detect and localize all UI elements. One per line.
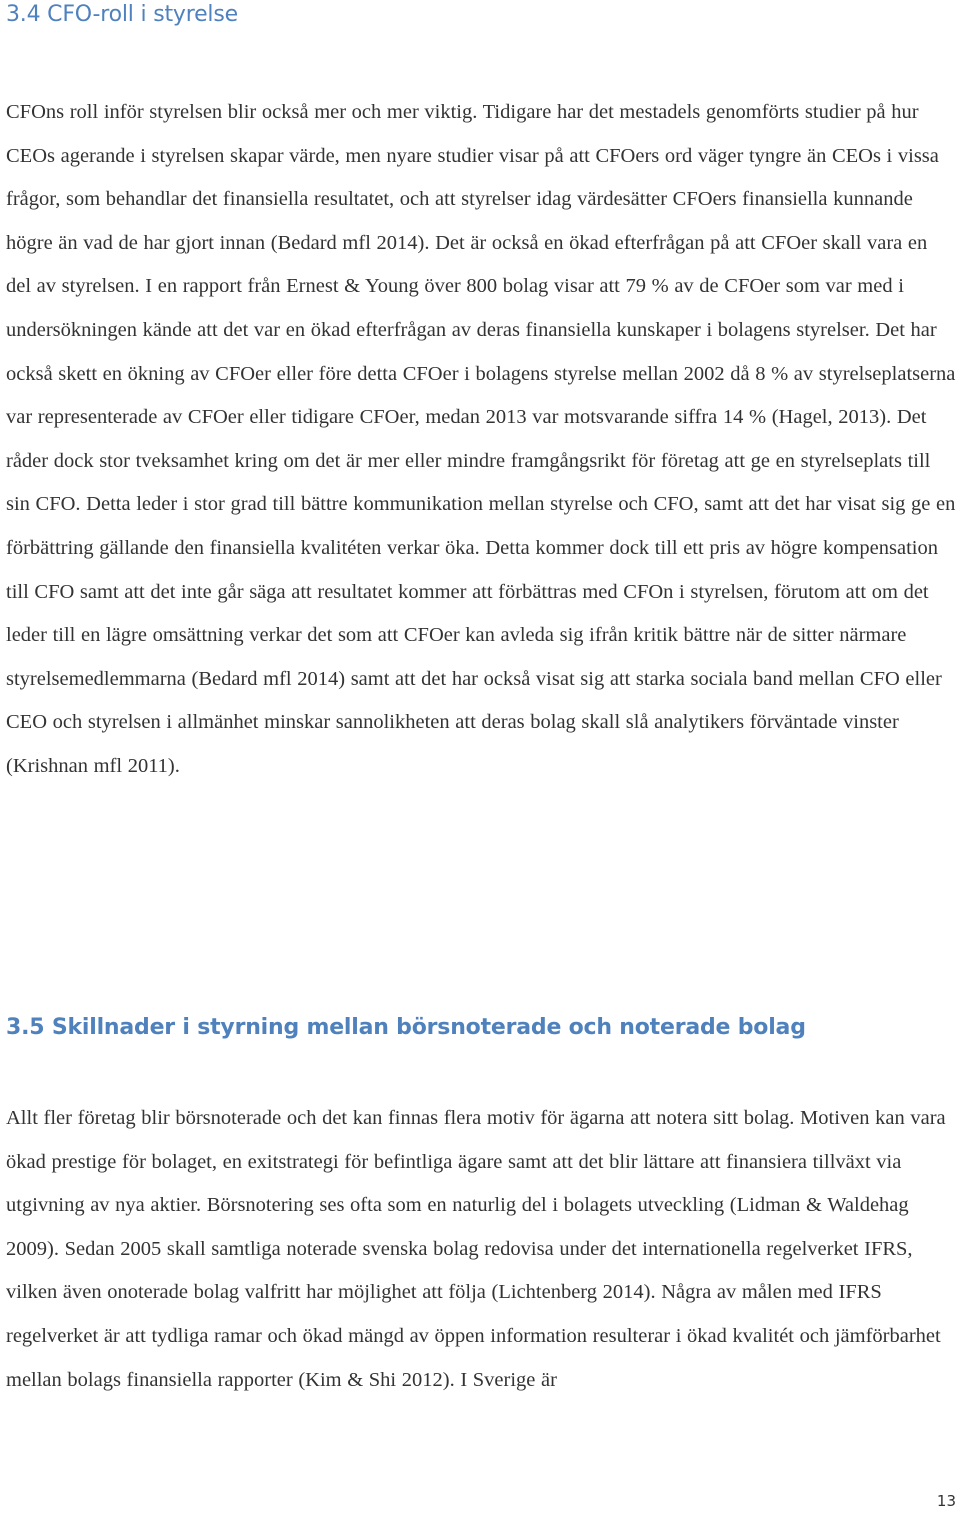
section-heading-3-4: 3.4 CFO-roll i styrelse: [6, 2, 238, 27]
page-number: 13: [936, 1492, 956, 1510]
section-paragraph-3-4: CFOns roll inför styrelsen blir också mer och mer viktig. Tidigare har det mestadels genomförts studier på hur CEOs agerande i styrelsen skapar värde, men nyare studier visar på att CFOers ord väger tyngre än CEOs i vissa frågor, som behandlar det finansiella resultatet, och att styrelser idag värdesätter CFOers finansiella kunnande högre än vad de har gjort innan (Bedard mfl 2014). Det är också en ökad efterfrågan på att CFOer skall vara en del av styrelsen. I en rapport från Ernest & Young över 800 bolag visar att 79 % av de CFOer som var med i undersökningen kände att det var en ökad efterfrågan av deras finansiella kunskaper i bolagens styrelser. Det har också skett en ökning av CFOer eller före detta CFOer i bolagens styrelse mellan 2002 då 8 % av styrelseplatserna var representerade av CFOer eller tidigare CFOer, medan 2013 var motsvarande siffra 14 % (Hagel, 2013). Det råder dock stor tveksamhet kring om det är mer eller mindre framgångsrikt för företag att ge en styrelseplats till sin CFO. Detta leder i stor grad till bättre kommunikation mellan styrelse och CFO, samt att det har visat sig ge en förbättring gällande den finansiella kvalitéten verkar öka. Detta kommer dock till ett pris av högre kompensation till CFO samt att det inte går säga att resultatet kommer att förbättras med CFOn i styrelsen, förutom att om det leder till en lägre omsättning verkar det som att CFOer kan avleda sig ifrån kritik bättre när de sitter närmare styrelsemedlemmarna (Bedard mfl 2014) samt att det har också visat sig att starka sociala band mellan CFO eller CEO och styrelsen i allmänhet minskar sannolikheten att deras bolag skall slå analytikers förväntade vinster (Krishnan mfl 2011).: [6, 101, 956, 777]
section-paragraph-3-5: Allt fler företag blir börsnoterade och det kan finnas flera motiv för ägarna att notera sitt bolag. Motiven kan vara ökad prestige för bolaget, en exitstrategi för befintliga ägare samt att det blir lättare att finansiera tillväxt via utgivning av nya aktier. Börsnotering ses ofta som en naturlig del i bolagets utveckling (Lidman & Waldehag 2009). Sedan 2005 skall samtliga noterade svenska bolag redovisa under det internationella regelverket IFRS, vilken även onoterade bolag valfritt har möjlighet att följa (Lichtenberg 2014). Några av målen med IFRS regelverket är att tydliga ramar och ökad mängd av öppen information resulterar i ökad kvalitét och jämförbarhet mellan bolags finansiella rapporter (Kim & Shi 2012). I Sverige är: [6, 1107, 946, 1391]
section-heading-3-5: 3.5 Skillnader i styrning mellan börsnoterade och noterade bolag: [6, 1015, 806, 1040]
